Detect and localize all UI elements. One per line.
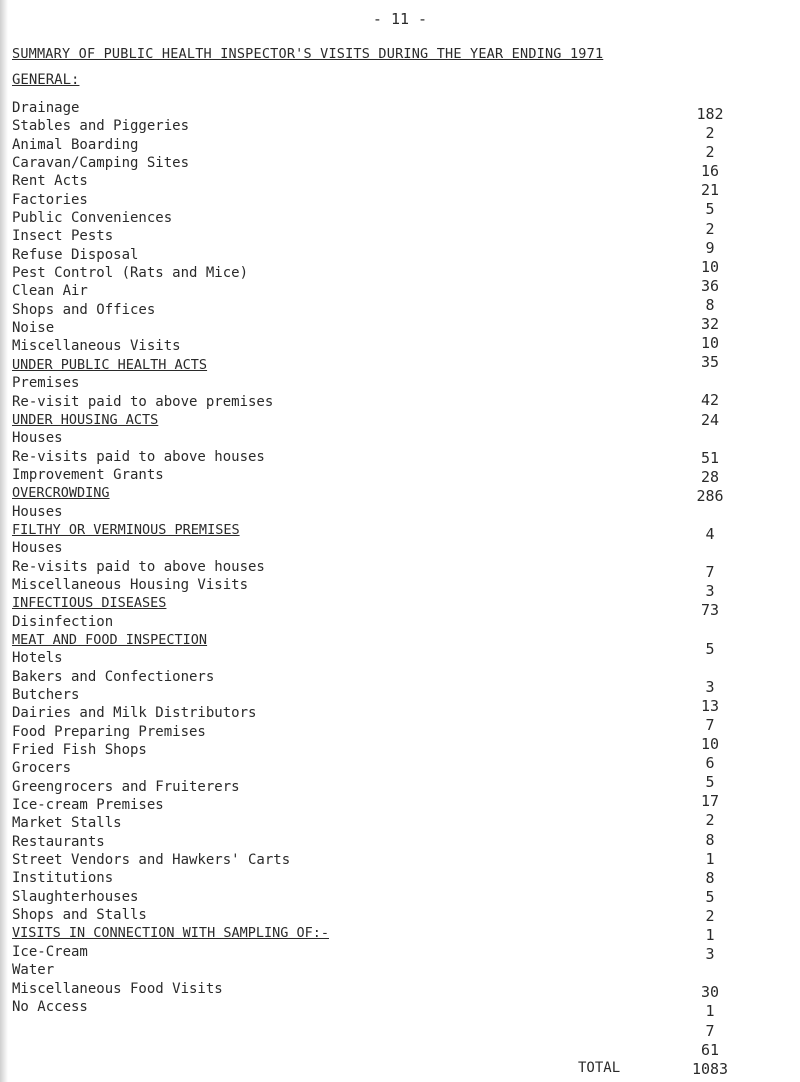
visit-count [680,659,740,678]
visit-count: 5 [705,887,715,906]
row-label: Premises [12,375,80,392]
visit-count: 3 [705,677,715,696]
section-heading: VISITS IN CONNECTION WITH SAMPLING OF:- [12,925,329,942]
row-label: Re-visits paid to above houses [12,448,265,465]
visit-count: 1 [705,926,715,945]
row-label: Food Preparing Premises [12,723,206,740]
row-label: Fried Fish Shops [12,742,147,759]
visit-count: 28 [700,467,720,486]
visit-count: 2 [705,124,715,143]
row-label: Houses [12,430,63,447]
row-label: Factories [12,191,88,208]
row-label: Hotels [12,650,63,667]
visit-count [680,506,740,525]
visit-count: 8 [705,295,715,314]
row-label: Houses [12,540,63,557]
visit-count: 30 [700,983,720,1002]
visit-count: 8 [705,830,715,849]
row-label: Miscellaneous Food Visits [12,980,223,997]
row-label: Street Vendors and Hawkers' Carts [12,852,291,869]
row-label: Caravan/Camping Sites [12,155,190,172]
visit-count [680,372,740,391]
visit-count: 1 [705,1002,715,1021]
page-number: - 11 - [372,10,428,28]
row-label: Animal Boarding [12,136,139,153]
section-heading: OVERCROWDING [12,485,110,502]
visit-count: 8 [705,868,715,887]
section-heading: UNDER PUBLIC HEALTH ACTS [12,356,208,373]
row-label: Greengrocers and Fruiterers [12,778,240,795]
visit-count: 7 [705,1021,715,1040]
visit-count: 2 [705,143,715,162]
visit-count [680,430,740,449]
row-label: Dairies and Milk Distributors [12,705,257,722]
row-label: Rent Acts [12,173,88,190]
row-label: Shops and Stalls [12,907,147,924]
document-title: SUMMARY OF PUBLIC HEALTH INSPECTOR'S VISITS DURING THE YEAR ENDING 1971 [12,46,604,62]
row-label: Butchers [12,687,80,703]
row-label: Restaurants [12,833,105,850]
row-label: Re-visits paid to above houses [12,558,265,575]
visit-count: 9 [705,238,715,257]
visit-count: 21 [700,181,720,200]
visit-count: 17 [700,792,720,811]
visit-count: 4 [705,525,715,544]
row-label: Clean Air [12,283,88,300]
row-label: Disinfection [12,613,114,630]
total-label: TOTAL [578,1060,621,1076]
visit-count: 1 [705,849,715,868]
visit-count [680,621,740,640]
visit-count: 13 [700,696,720,715]
total-value: 1083 [691,1059,729,1078]
visit-count [680,964,740,983]
visit-count: 5 [705,773,715,792]
row-label: Improvement Grants [12,466,164,483]
row-label: Grocers [12,760,72,777]
visit-count: 2 [705,906,715,925]
visit-count: 24 [700,410,720,429]
visit-count: 5 [705,200,715,219]
section-heading: MEAT AND FOOD INSPECTION [12,631,208,648]
visit-count: 286 [696,486,724,505]
visit-count: 7 [705,563,715,582]
section-heading: UNDER HOUSING ACTS [12,411,159,428]
visit-count: 2 [705,811,715,830]
visit-count: 2 [705,219,715,238]
row-label: Bakers and Confectioners [12,668,215,685]
visit-count: 16 [700,162,720,181]
row-label: Market Stalls [12,815,122,832]
row-label: Refuse Disposal [12,246,139,263]
row-label: Pest Control (Rats and Mice) [12,265,249,282]
row-label: Shops and Offices [12,301,156,318]
row-label: Miscellaneous Visits [12,338,181,355]
visit-count: 3 [705,582,715,601]
visit-count: 61 [700,1040,720,1059]
visit-count [680,544,740,563]
visit-count: 73 [700,601,720,620]
row-label: Stables and Piggeries [12,118,190,135]
label-column [12,99,329,1016]
scan-edge-shadow [0,0,8,1082]
visit-count: 35 [700,353,720,372]
visit-count: 10 [700,334,720,353]
visit-count: 36 [700,276,720,295]
number-column [680,105,740,1079]
row-label: Water [12,962,55,979]
row-label: Institutions [12,870,114,887]
visit-count: 10 [700,257,720,276]
row-label: No Access [12,998,88,1015]
visit-count: 10 [700,735,720,754]
row-label: Drainage [12,100,80,116]
visit-count: 7 [705,716,715,734]
row-label: Miscellaneous Housing Visits [12,576,249,593]
row-label: Insect Pests [12,228,114,245]
visit-count: 32 [700,315,720,334]
row-label: Re-visit paid to above premises [12,393,274,410]
visit-count: 5 [705,639,715,658]
visit-count: 3 [705,945,715,964]
visit-count: 51 [700,448,720,467]
general-heading: GENERAL: [12,72,80,88]
row-label: Ice-cream Premises [12,797,164,814]
section-heading: FILTHY OR VERMINOUS PREMISES [12,521,240,538]
visit-count: 182 [696,105,724,123]
row-label: Slaughterhouses [12,888,139,905]
row-label: Public Conveniences [12,210,173,227]
row-label: Noise [12,320,55,337]
row-label: Houses [12,503,63,520]
visit-count: 6 [705,754,715,773]
visit-count: 42 [700,391,720,410]
row-label: Ice-Cream [12,943,88,960]
section-heading: INFECTIOUS DISEASES [12,595,167,612]
